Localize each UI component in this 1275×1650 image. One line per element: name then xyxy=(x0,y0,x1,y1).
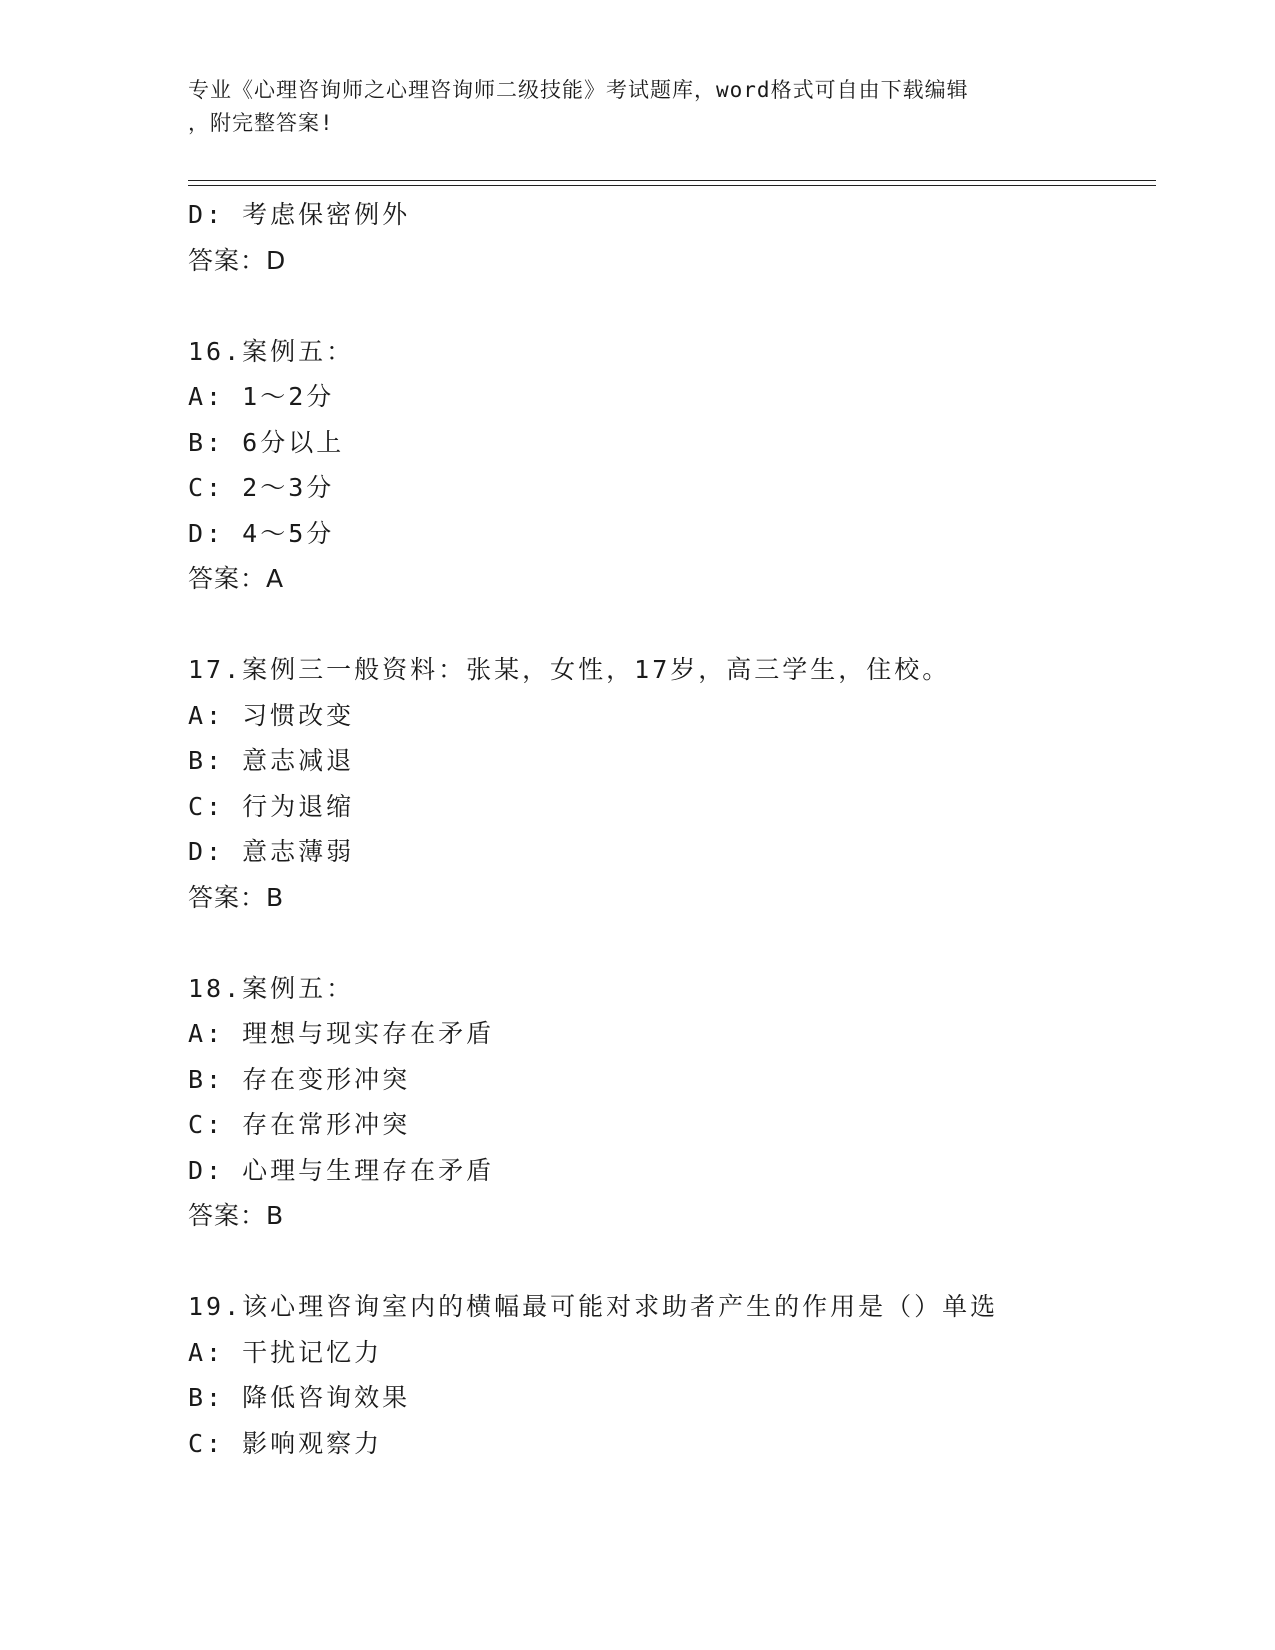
answer-line: 答案：B xyxy=(188,1201,285,1230)
option-b: B: 存在变形冲突 xyxy=(188,1064,411,1094)
option-b: B: 降低咨询效果 xyxy=(188,1383,411,1412)
header-line-1: 专业《心理咨询师之心理咨询师二级技能》考试题库，word格式可自由下载编辑 xyxy=(188,78,969,102)
option-a: A: 习惯改变 xyxy=(188,700,355,730)
header-divider-bottom xyxy=(188,185,1156,186)
option-c: C: 行为退缩 xyxy=(188,791,355,821)
option-d: D: 考虑保密例外 xyxy=(188,200,411,229)
option-a: A: 1～2分 xyxy=(188,382,335,411)
header-line-2: ，附完整答案! xyxy=(188,111,334,135)
document-header xyxy=(188,74,1068,140)
question-block-15 xyxy=(188,192,1148,283)
option-a: A: 理想与现实存在矛盾 xyxy=(188,1019,495,1048)
option-d: D: 心理与生理存在矛盾 xyxy=(188,1155,495,1185)
spacer xyxy=(188,602,1148,648)
spacer xyxy=(188,1239,1148,1285)
question-block-19 xyxy=(188,1284,1148,1466)
spacer xyxy=(188,920,1148,966)
option-c: C: 存在常形冲突 xyxy=(188,1110,411,1139)
option-b: B: 6分以上 xyxy=(188,427,345,457)
header-divider-top xyxy=(188,180,1156,181)
answer-line: 答案：B xyxy=(188,882,285,912)
option-d: D: 意志薄弱 xyxy=(188,837,355,866)
option-c: C: 影响观察力 xyxy=(188,1428,383,1458)
answer-line: 答案：A xyxy=(188,564,285,593)
question-block-18 xyxy=(188,966,1148,1239)
option-b: B: 意志减退 xyxy=(188,746,355,775)
question-stem: 16.案例五： xyxy=(188,336,355,366)
option-d: D: 4～5分 xyxy=(188,518,335,548)
question-list xyxy=(188,192,1148,1466)
question-stem: 18.案例五： xyxy=(188,973,355,1003)
question-stem: 17.案例三一般资料：张某，女性，17岁，高三学生，住校。 xyxy=(188,655,951,684)
question-block-17 xyxy=(188,647,1148,920)
option-a: A: 干扰记忆力 xyxy=(188,1337,383,1367)
question-block-16 xyxy=(188,329,1148,602)
question-stem: 19.该心理咨询室内的横幅最可能对求助者产生的作用是（）单选 xyxy=(188,1292,999,1321)
spacer xyxy=(188,283,1148,329)
answer-line: 答案：D xyxy=(188,245,287,275)
option-c: C: 2～3分 xyxy=(188,473,335,502)
